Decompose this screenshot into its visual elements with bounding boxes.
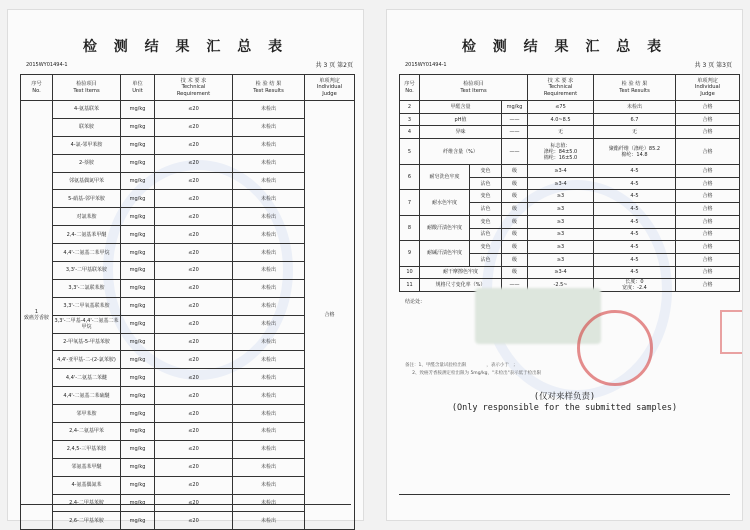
sub-item: 沾色 — [470, 203, 502, 216]
sub-item: 变色 — [470, 190, 502, 203]
table-row — [21, 512, 355, 530]
unit-cell: mg/kg — [121, 118, 155, 136]
table-row — [21, 333, 355, 351]
group-judge: 合格 — [305, 101, 355, 530]
unit-cell: —— — [502, 126, 528, 139]
table-row — [21, 136, 355, 154]
page-title: 检 测 结 果 汇 总 表 — [461, 39, 668, 55]
requirement-cell: ≤20 — [155, 154, 233, 172]
table-row — [400, 215, 740, 228]
note-line: 2、致癌芳香胺测定检出限为 5mg/kg，"未检出"表示低于检出限 — [405, 371, 542, 376]
result-cell: 4-5 — [594, 253, 676, 266]
table-row — [21, 351, 355, 369]
test-item: 4,4'-二氨基二苯醚 — [53, 369, 121, 387]
test-item: 4-氨基联苯 — [53, 101, 121, 119]
unit-cell: 级 — [502, 228, 528, 241]
requirement-cell: ≤20 — [155, 101, 233, 119]
unit-cell: mg/kg — [121, 423, 155, 441]
requirement-cell: 4.0~8.5 — [528, 113, 594, 126]
header-judge: 单项判定 Individual Judge — [676, 75, 740, 101]
header-unit: 单位 Unit — [121, 75, 155, 101]
table-row — [400, 113, 740, 126]
result-cell: 未检出 — [233, 494, 305, 512]
judge-cell: 合格 — [676, 177, 740, 190]
requirement-cell: ≤20 — [155, 333, 233, 351]
test-item: 规格尺寸变化率（%） — [420, 279, 502, 292]
unit-cell: mg/kg — [121, 315, 155, 333]
test-item: 2,6-二甲基苯胺 — [53, 512, 121, 530]
requirement-cell: ≤20 — [155, 494, 233, 512]
test-item: 3,3'-二甲氧基联苯胺 — [53, 297, 121, 315]
test-item: 邻甲苯胺 — [53, 405, 121, 423]
table-row — [21, 315, 355, 333]
requirement-cell: ≤20 — [155, 369, 233, 387]
table-row — [400, 101, 740, 114]
row-number: 11 — [400, 279, 420, 292]
requirement-cell: ≥3 — [528, 215, 594, 228]
result-cell: 未检出 — [233, 154, 305, 172]
result-cell: 未检出 — [233, 262, 305, 280]
judge-cell: 合格 — [676, 190, 740, 203]
result-cell: 未检出 — [233, 172, 305, 190]
requirement-cell: ≤20 — [155, 190, 233, 208]
row-number: 2 — [400, 101, 420, 114]
test-item: 2,4,5-三甲基苯胺 — [53, 440, 121, 458]
unit-cell: mg/kg — [121, 387, 155, 405]
unit-cell: 级 — [502, 190, 528, 203]
result-cell: 6.7 — [594, 113, 676, 126]
table-row — [21, 101, 355, 119]
unit-cell: 级 — [502, 253, 528, 266]
sub-item: 沾色 — [470, 177, 502, 190]
remark-label: 结论处： — [405, 299, 426, 305]
result-cell: 4-5 — [594, 190, 676, 203]
result-cell: 4-5 — [594, 266, 676, 279]
test-item: 异味 — [420, 126, 502, 139]
requirement-cell: 标志值： 涤纶：84±5.0 棉纶：16±5.0 — [528, 139, 594, 165]
result-cell: 4-5 — [594, 203, 676, 216]
unit-cell: mg/kg — [121, 244, 155, 262]
requirement-cell: 无 — [528, 126, 594, 139]
row-number: 10 — [400, 266, 420, 279]
requirement-cell: ≤20 — [155, 172, 233, 190]
unit-cell: mg/kg — [121, 297, 155, 315]
test-item: pH值 — [420, 113, 502, 126]
row-number: 6 — [400, 165, 420, 190]
row-number: 5 — [400, 139, 420, 165]
requirement-cell: ≥3 — [528, 190, 594, 203]
judge-cell: 合格 — [676, 203, 740, 216]
header-requirement: 技 术 要 求 Technical Requirement — [528, 75, 594, 101]
sub-item: 变色 — [470, 215, 502, 228]
report-page-3 — [387, 10, 742, 520]
requirement-cell: ≥3 — [528, 203, 594, 216]
table-row — [21, 190, 355, 208]
unit-cell: —— — [502, 113, 528, 126]
result-cell: 未检出 — [233, 351, 305, 369]
requirement-cell: ≤20 — [155, 476, 233, 494]
requirement-cell: ≥3-4 — [528, 177, 594, 190]
unit-cell: 级 — [502, 203, 528, 216]
requirement-cell: ≤20 — [155, 387, 233, 405]
judge-cell: 合格 — [676, 165, 740, 178]
unit-cell: mg/kg — [121, 208, 155, 226]
sub-item: 沾色 — [470, 253, 502, 266]
requirement-cell: ≤20 — [155, 208, 233, 226]
requirement-cell: ≥3-4 — [528, 165, 594, 178]
unit-cell: mg/kg — [121, 458, 155, 476]
requirement-cell: ≥3-4 — [528, 266, 594, 279]
requirement-cell: ≤20 — [155, 226, 233, 244]
test-item: 耐水色牢度 — [420, 190, 470, 215]
table-row — [21, 387, 355, 405]
red-inspection-seal — [577, 310, 653, 386]
header-judge: 单项判定 Individual Judge — [305, 75, 355, 101]
unit-cell: mg/kg — [121, 190, 155, 208]
result-cell: 4-5 — [594, 215, 676, 228]
judge-cell: 合格 — [676, 241, 740, 254]
test-item: 2,4-二氨基苯甲醚 — [53, 226, 121, 244]
unit-cell: mg/kg — [121, 226, 155, 244]
bottom-rule — [20, 504, 351, 505]
result-cell: 未检出 — [233, 279, 305, 297]
table-row — [400, 139, 740, 165]
unit-cell: mg/kg — [121, 476, 155, 494]
requirement-cell: ≤20 — [155, 262, 233, 280]
unit-cell: 级 — [502, 177, 528, 190]
document-number: 2015WY01494-1 — [405, 62, 447, 68]
requirement-cell: ≤20 — [155, 297, 233, 315]
test-item: 2,4-二氨基甲苯 — [53, 423, 121, 441]
bottom-rule — [399, 494, 730, 495]
header-requirement: 技 术 要 求 Technical Requirement — [155, 75, 233, 101]
judge-cell: 合格 — [676, 126, 740, 139]
red-seal-edge — [720, 310, 742, 354]
page-number: 共 3 页 第2页 — [315, 62, 353, 69]
unit-cell: mg/kg — [121, 333, 155, 351]
judge-cell: 合格 — [676, 266, 740, 279]
row-number: 7 — [400, 190, 420, 215]
unit-cell: mg/kg — [121, 101, 155, 119]
requirement-cell: ≤20 — [155, 244, 233, 262]
unit-cell: —— — [502, 139, 528, 165]
result-cell: 未检出 — [233, 476, 305, 494]
document-number: 2015WY01494-1 — [26, 62, 68, 68]
unit-cell: 级 — [502, 165, 528, 178]
requirement-cell: ≥3 — [528, 241, 594, 254]
table-row — [21, 279, 355, 297]
judge-cell: 合格 — [676, 215, 740, 228]
test-item: 耐酸汗渍色牢度 — [420, 215, 470, 240]
judge-cell: 合格 — [676, 253, 740, 266]
result-cell: 聚酯纤维（涤纶）85.2 棉纶：14.8 — [594, 139, 676, 165]
test-item: 2-萘胺 — [53, 154, 121, 172]
test-item: 纤维含量（%） — [420, 139, 502, 165]
disclaimer — [387, 392, 742, 414]
table-row — [400, 241, 740, 254]
note-line: 备注：1、甲醛含量试验检出限 ，表示小于 ； — [405, 363, 518, 368]
requirement-cell: ≤20 — [155, 315, 233, 333]
requirement-cell: ≤20 — [155, 136, 233, 154]
table-row — [21, 154, 355, 172]
table-row — [21, 297, 355, 315]
table-row — [21, 476, 355, 494]
notes — [405, 362, 541, 378]
page-title: 检 测 结 果 汇 总 表 — [82, 39, 289, 55]
result-cell: 4-5 — [594, 165, 676, 178]
result-cell: 未检出 — [233, 136, 305, 154]
result-cell: 未检出 — [594, 101, 676, 114]
table-row — [21, 458, 355, 476]
test-item: 4,4'-二氨基二苯甲烷 — [53, 244, 121, 262]
result-cell: 未检出 — [233, 118, 305, 136]
result-cell: 未检出 — [233, 405, 305, 423]
table-row — [21, 226, 355, 244]
test-item: 4-氨基偶氮苯 — [53, 476, 121, 494]
test-item: 3,3'-二氯联苯胺 — [53, 279, 121, 297]
requirement-cell: ≤75 — [528, 101, 594, 114]
result-cell: 未检出 — [233, 208, 305, 226]
group-name: 致癌芳香胺 — [23, 315, 49, 322]
requirement-cell: ≤20 — [155, 512, 233, 530]
judge-cell: 合格 — [676, 113, 740, 126]
test-item: 2-甲氧基-5-甲基苯胺 — [53, 333, 121, 351]
result-cell: 未检出 — [233, 440, 305, 458]
unit-cell: 级 — [502, 241, 528, 254]
test-item: 耐碱汗渍色牢度 — [420, 241, 470, 266]
results-table-page-2 — [20, 74, 355, 530]
unit-cell: mg/kg — [121, 172, 155, 190]
judge-cell: 合格 — [676, 228, 740, 241]
test-item: 3,3'-二甲基联苯胺 — [53, 262, 121, 280]
header-no: 序号 No. — [400, 75, 420, 101]
report-page-2 — [8, 10, 363, 524]
result-cell: 未检出 — [233, 423, 305, 441]
judge-cell: 合格 — [676, 101, 740, 114]
sub-item: 变色 — [470, 165, 502, 178]
result-cell: 长度：0 宽度：-2.4 — [594, 279, 676, 292]
group-number: 1 致癌芳香胺 — [21, 101, 53, 530]
sub-item: 沾色 — [470, 228, 502, 241]
requirement-cell: ≥3 — [528, 228, 594, 241]
sub-item: 变色 — [470, 241, 502, 254]
row-number: 4 — [400, 126, 420, 139]
table-row — [21, 208, 355, 226]
result-cell: 未检出 — [233, 387, 305, 405]
table-row — [21, 172, 355, 190]
requirement-cell: ≤20 — [155, 118, 233, 136]
requirement-cell: ≤20 — [155, 458, 233, 476]
unit-cell: mg/kg — [502, 101, 528, 114]
header-result: 检 验 结 果 Test Results — [594, 75, 676, 101]
test-item: 耐皂洗色牢度 — [420, 165, 470, 190]
result-cell: 4-5 — [594, 228, 676, 241]
test-item: 4,4'-二氨基二苯硫醚 — [53, 387, 121, 405]
unit-cell: mg/kg — [121, 494, 155, 512]
result-cell: 未检出 — [233, 226, 305, 244]
unit-cell: mg/kg — [121, 369, 155, 387]
requirement-cell: ≤20 — [155, 405, 233, 423]
unit-cell: mg/kg — [121, 405, 155, 423]
test-item: 4-氯-邻甲苯胺 — [53, 136, 121, 154]
table-row — [21, 369, 355, 387]
unit-cell: mg/kg — [121, 440, 155, 458]
result-cell: 未检出 — [233, 190, 305, 208]
result-cell: 未检出 — [233, 458, 305, 476]
requirement-cell: ≤20 — [155, 279, 233, 297]
unit-cell: 级 — [502, 266, 528, 279]
result-cell: 未检出 — [233, 297, 305, 315]
disclaimer-en: (Only responsible for the submitted samples) — [451, 403, 678, 413]
table-row — [400, 126, 740, 139]
unit-cell: mg/kg — [121, 136, 155, 154]
row-number: 9 — [400, 241, 420, 266]
table-row — [400, 190, 740, 203]
test-item: 耐干摩擦色牢度 — [420, 266, 502, 279]
test-item: 邻氨基苯甲醚 — [53, 458, 121, 476]
test-item: 对氯苯胺 — [53, 208, 121, 226]
table-row — [21, 405, 355, 423]
table-row — [21, 262, 355, 280]
row-number: 8 — [400, 215, 420, 240]
disclaimer-cn: (仅对来样负责) — [533, 392, 596, 402]
test-item: 2,4-二甲基苯胺 — [53, 494, 121, 512]
unit-cell: mg/kg — [121, 279, 155, 297]
table-row — [21, 244, 355, 262]
table-row — [21, 118, 355, 136]
table-row — [21, 440, 355, 458]
result-cell: 未检出 — [233, 369, 305, 387]
test-item: 3,3'-二甲基-4,4'-二氨基二苯甲烷 — [53, 315, 121, 333]
judge-cell: 合格 — [676, 279, 740, 292]
table-row — [400, 165, 740, 178]
requirement-cell: -2.5~ — [528, 279, 594, 292]
unit-cell: mg/kg — [121, 154, 155, 172]
result-cell: 未检出 — [233, 101, 305, 119]
table-row — [400, 266, 740, 279]
requirement-cell: ≤20 — [155, 351, 233, 369]
judge-cell: 合格 — [676, 139, 740, 165]
requirement-cell: ≤20 — [155, 440, 233, 458]
result-cell: 4-5 — [594, 177, 676, 190]
requirement-cell: ≥3 — [528, 253, 594, 266]
test-item: 4,4'-亚甲基-二-(2-氯苯胺) — [53, 351, 121, 369]
test-item: 甲醛含量 — [420, 101, 502, 114]
unit-cell: mg/kg — [121, 262, 155, 280]
result-cell: 未检出 — [233, 512, 305, 530]
result-cell: 未检出 — [233, 315, 305, 333]
unit-cell: mg/kg — [121, 512, 155, 530]
header-result: 检 验 结 果 Test Results — [233, 75, 305, 101]
results-table-page-3 — [399, 74, 740, 292]
table-row — [21, 423, 355, 441]
requirement-cell: ≤20 — [155, 423, 233, 441]
page-number: 共 3 页 第3页 — [694, 62, 732, 69]
header-item: 检验项目 Test Items — [420, 75, 528, 101]
test-item: 联苯胺 — [53, 118, 121, 136]
header-item: 检验项目 Test Items — [53, 75, 121, 101]
unit-cell: mg/kg — [121, 351, 155, 369]
result-cell: 未检出 — [233, 244, 305, 262]
unit-cell: —— — [502, 279, 528, 292]
unit-cell: 级 — [502, 215, 528, 228]
result-cell: 未检出 — [233, 333, 305, 351]
result-cell: 4-5 — [594, 241, 676, 254]
result-cell: 无 — [594, 126, 676, 139]
test-item: 5-硝基-邻甲苯胺 — [53, 190, 121, 208]
test-item: 邻氨基偶氮甲苯 — [53, 172, 121, 190]
header-no: 序号 No. — [21, 75, 53, 101]
row-number: 3 — [400, 113, 420, 126]
